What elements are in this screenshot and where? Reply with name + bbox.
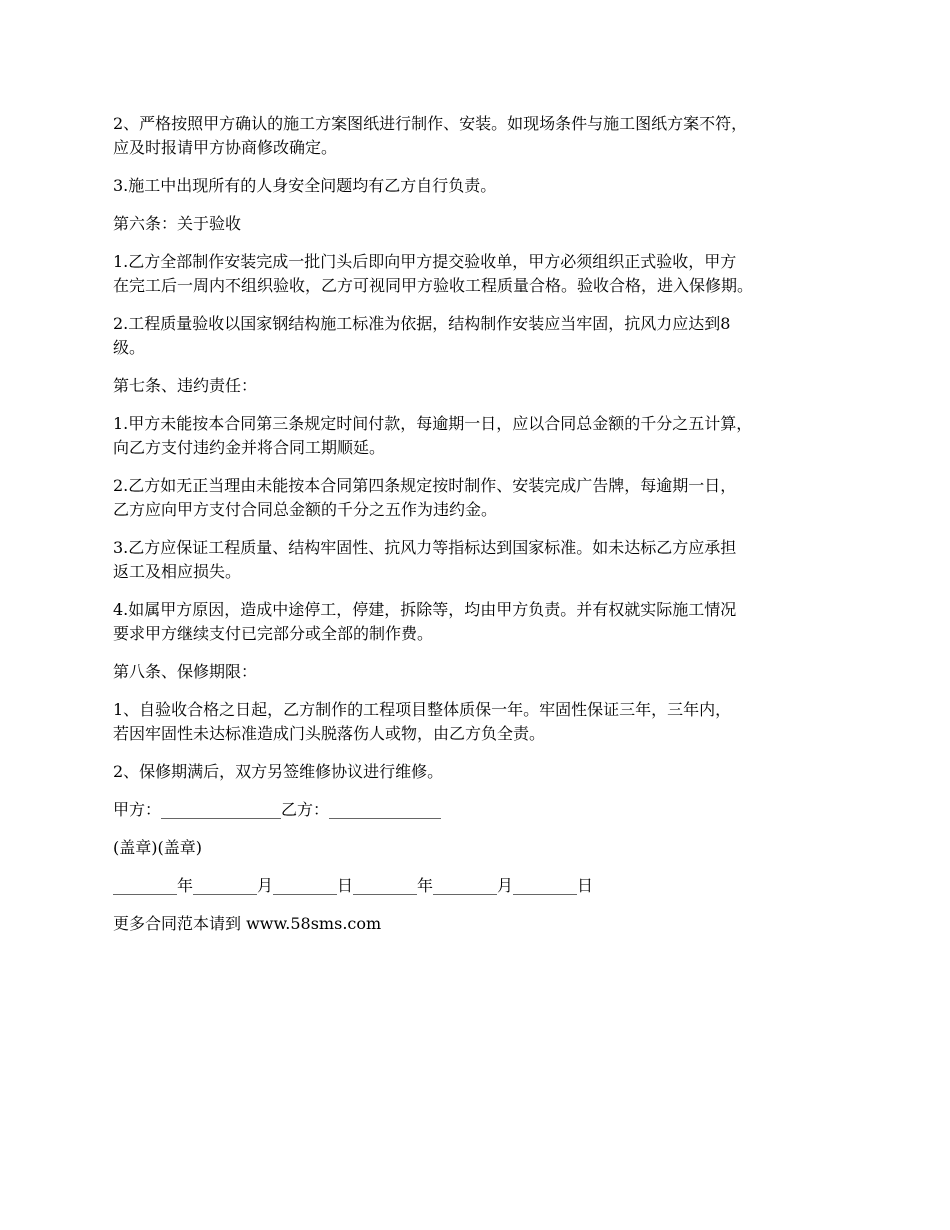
clause-7-heading	[113, 374, 853, 398]
text-line: 级。	[113, 338, 146, 357]
text-line: 3.施工中出现所有的人身安全问题均有乙方自行负责。	[113, 176, 497, 195]
clause-6-heading	[113, 212, 853, 236]
text-line: 乙方应向甲方支付合同总金额的千分之五作为违约金。	[113, 500, 498, 519]
text-line: 2.乙方如无正当理由未能按本合同第四条规定按时制作、安装完成广告牌，每逾期一日，	[113, 476, 737, 495]
clause-8-heading	[113, 660, 853, 684]
clause-5-item-2	[113, 112, 853, 160]
text-line: 2、保修期满后，双方另签维修协议进行维修。	[113, 762, 444, 781]
text-line: 在完工后一周内不组织验收，乙方可视同甲方验收工程质量合格。验收合格，进入保修期。	[113, 276, 754, 295]
seal-line	[113, 836, 853, 860]
clause-8-item-1	[113, 698, 853, 746]
website-note: 更多合同范本请到 www.58sms.com	[113, 914, 382, 933]
clause-7-item-1	[113, 412, 853, 460]
section-heading: 第八条、保修期限：	[113, 662, 258, 681]
text-line: 返工及相应损失。	[113, 562, 242, 581]
text-line: 若因牢固性未达标准造成门头脱落伤人或物，由乙方负全责。	[113, 724, 546, 743]
text-line: 1.乙方全部制作安装完成一批门头后即向甲方提交验收单，甲方必须组织正式验收，甲方	[113, 252, 737, 271]
text-line: 2、严格按照甲方确认的施工方案图纸进行制作、安装。如现场条件与施工图纸方案不符，	[113, 114, 748, 133]
seal-label: (盖章)(盖章)	[113, 838, 202, 857]
footer-note	[113, 912, 853, 936]
clause-6-item-2	[113, 312, 853, 360]
text-line: 要求甲方继续支付已完部分或全部的制作费。	[113, 624, 434, 643]
text-line: 应及时报请甲方协商修改确定。	[113, 138, 338, 157]
text-line: 3.乙方应保证工程质量、结构牢固性、抗风力等指标达到国家标准。如未达标乙方应承担	[113, 538, 737, 557]
clause-7-item-2	[113, 474, 853, 522]
clause-6-item-1	[113, 250, 853, 298]
clause-7-item-4	[113, 598, 853, 646]
text-line: 向乙方支付违约金并将合同工期顺延。	[113, 438, 386, 457]
signature-parties	[113, 798, 853, 822]
party-signature-line: 甲方：_______________乙方：______________	[113, 800, 442, 819]
section-heading: 第六条：关于验收	[113, 214, 242, 233]
clause-8-item-2	[113, 760, 853, 784]
text-line: 1、自验收合格之日起，乙方制作的工程项目整体质保一年。牢固性保证三年，三年内，	[113, 700, 732, 719]
clause-5-item-3	[113, 174, 853, 198]
text-line: 4.如属甲方原因，造成中途停工，停建，拆除等，均由甲方负责。并有权就实际施工情况	[113, 600, 737, 619]
date-fields: ________年________月________日________年________月________日	[113, 876, 594, 895]
date-line	[113, 874, 853, 898]
document-body	[113, 112, 853, 950]
section-heading: 第七条、违约责任：	[113, 376, 258, 395]
text-line: 1.甲方未能按本合同第三条规定时间付款，每逾期一日，应以合同总金额的千分之五计算，	[113, 414, 753, 433]
text-line: 2.工程质量验收以国家钢结构施工标准为依据，结构制作安装应当牢固，抗风力应达到8	[113, 314, 731, 333]
clause-7-item-3	[113, 536, 853, 584]
